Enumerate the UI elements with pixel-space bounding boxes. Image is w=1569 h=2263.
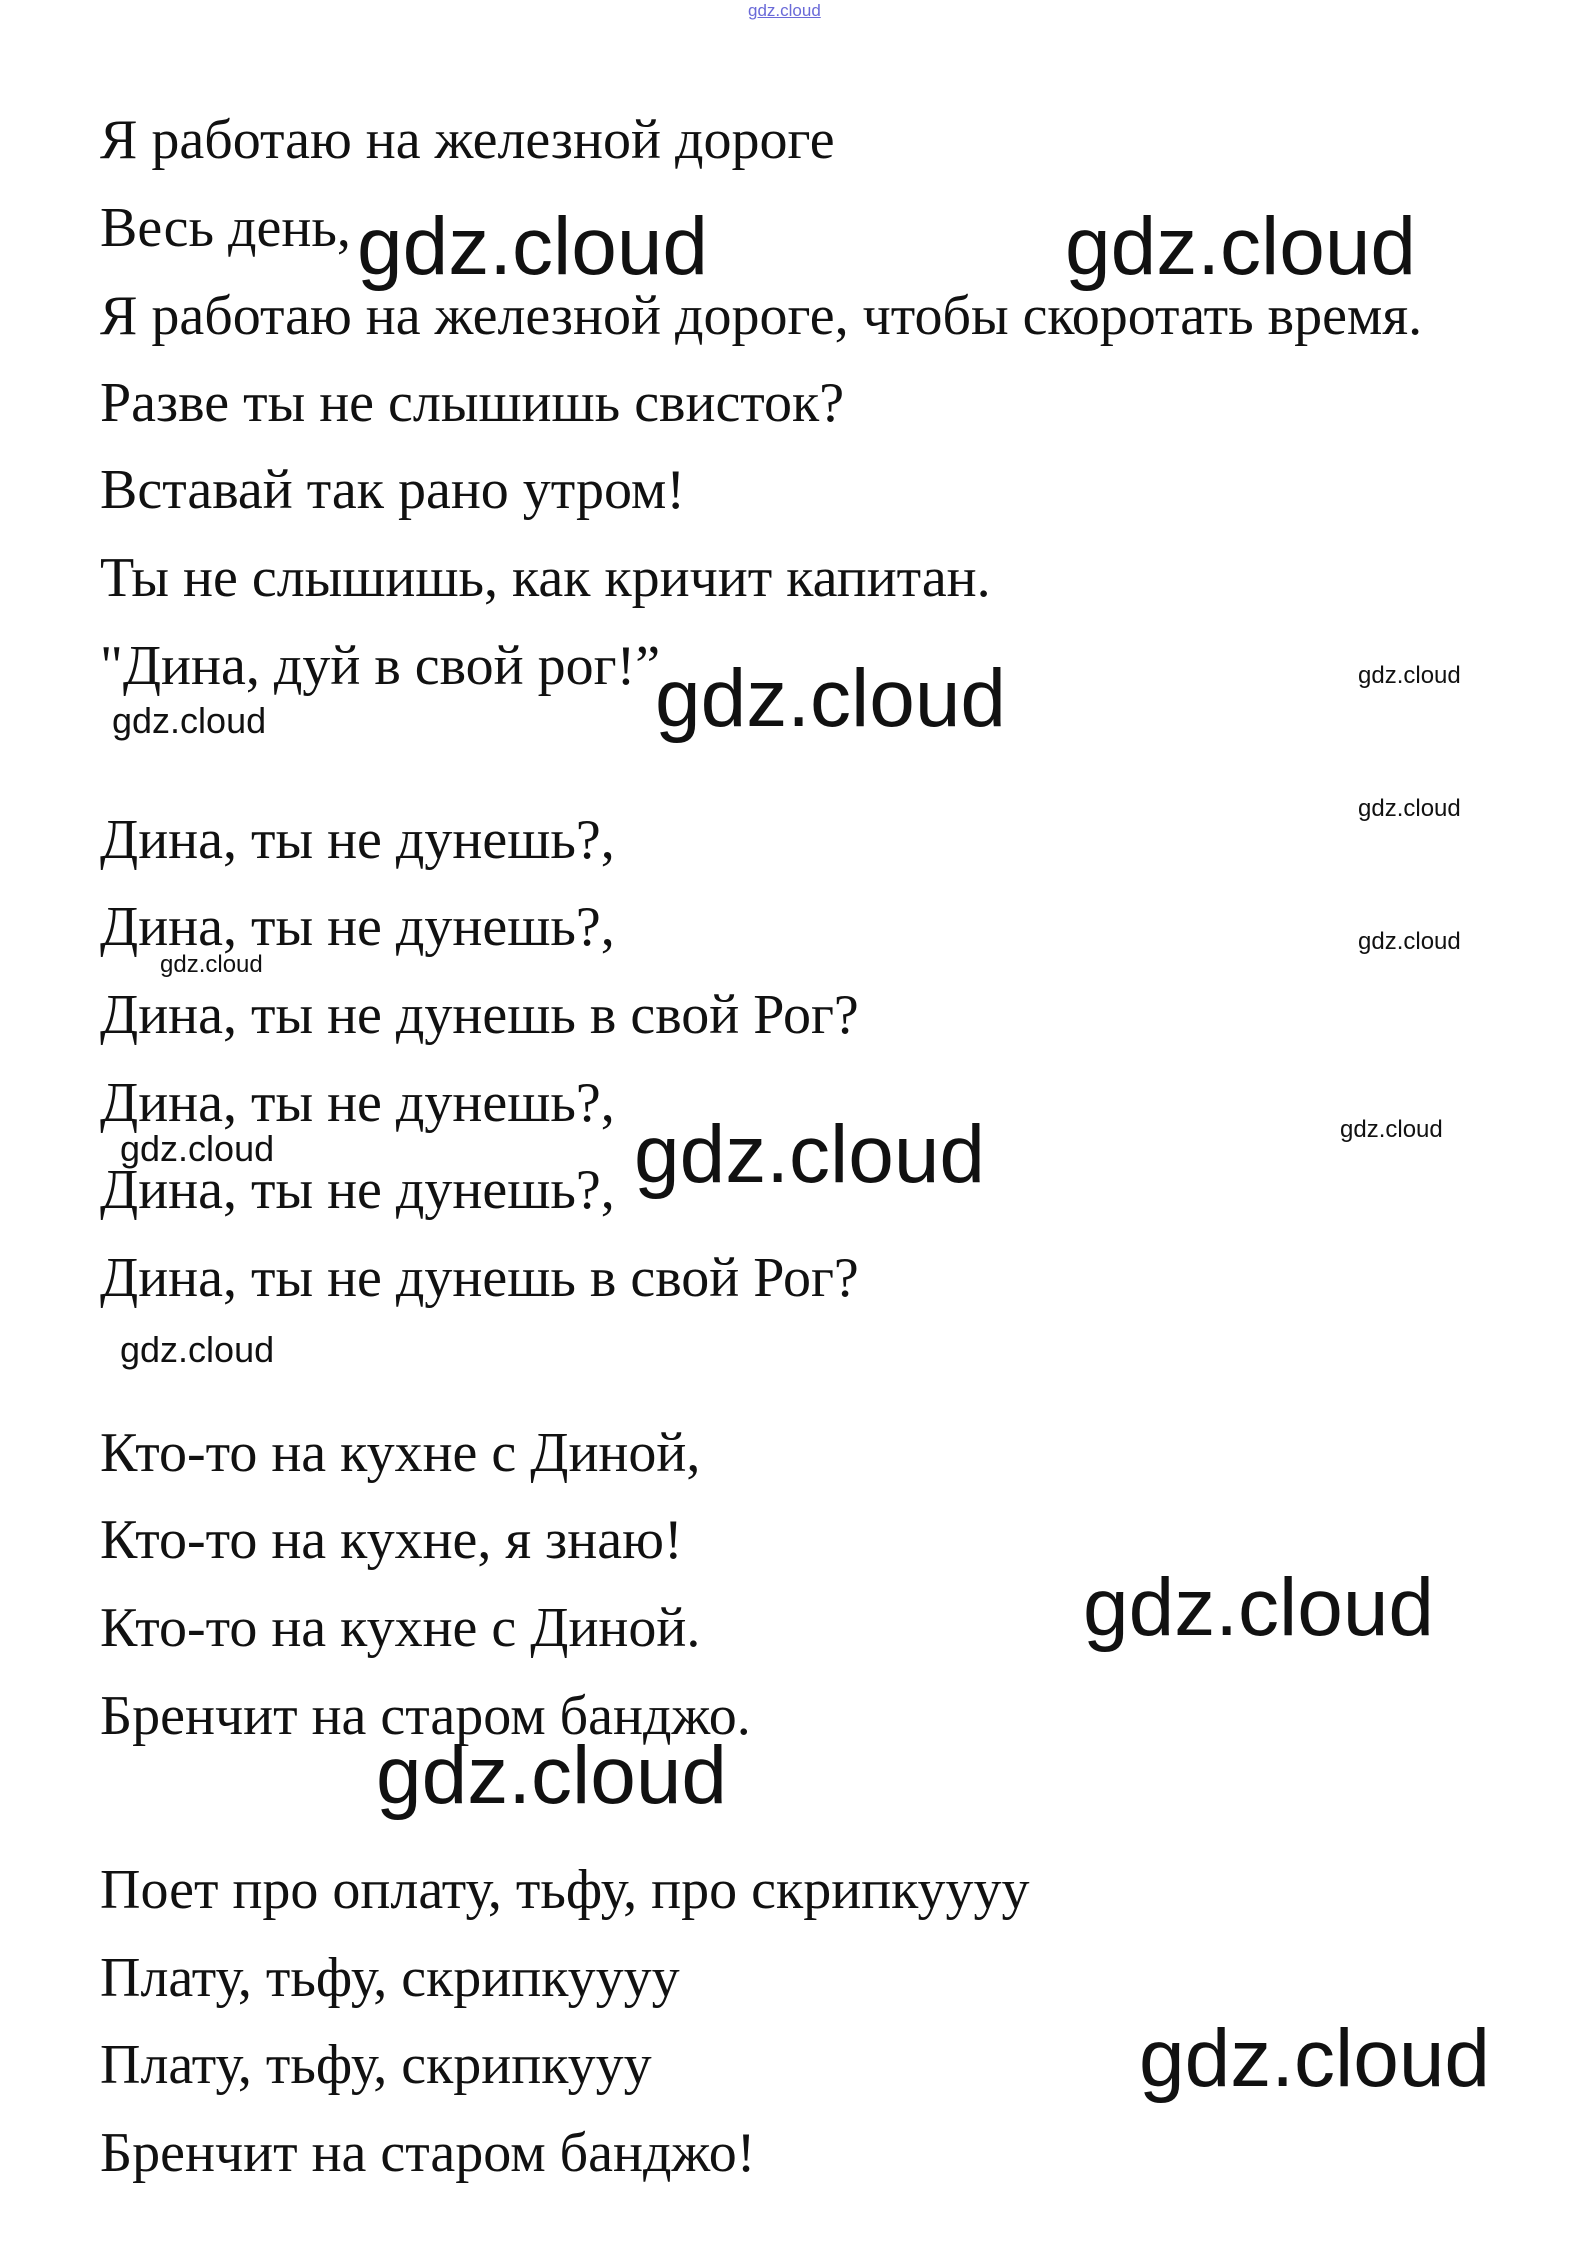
watermark: gdz.cloud: [1358, 795, 1461, 822]
watermark: gdz.cloud: [634, 1109, 986, 1200]
watermark: gdz.cloud: [120, 1128, 275, 1169]
lyric-line: Вставай так рано утром!: [100, 459, 685, 521]
header-watermark: gdz.cloud: [748, 1, 821, 20]
watermark: gdz.cloud: [1139, 2013, 1491, 2104]
watermark: gdz.cloud: [120, 1329, 275, 1370]
lyric-line: Дина, ты не дунешь?,: [100, 1159, 615, 1221]
lyric-line: Кто-то на кухне с Диной,: [100, 1422, 701, 1484]
lyric-line: Я работаю на железной дороге, чтобы скоротать время.: [100, 285, 1423, 347]
lyric-line: Дина, ты не дунешь?,: [100, 1072, 615, 1134]
watermark: gdz.cloud: [1358, 928, 1461, 955]
watermark: gdz.cloud: [1083, 1562, 1435, 1653]
lyric-line: Ты не слышишь, как кричит капитан.: [100, 547, 991, 609]
watermark: gdz.cloud: [160, 951, 263, 978]
lyric-line: Весь день,: [100, 197, 351, 259]
lyric-line: Дина, ты не дунешь в свой Рог?: [100, 984, 859, 1046]
watermark: gdz.cloud: [1065, 201, 1417, 292]
lyric-line: Разве ты не слышишь свисток?: [100, 372, 845, 434]
lyric-line: Дина, ты не дунешь?,: [100, 809, 615, 871]
lyric-line: Кто-то на кухне с Диной.: [100, 1597, 701, 1659]
watermark: gdz.cloud: [655, 653, 1007, 744]
lyric-line: Поет про оплату, тьфу, про скрипкуууу: [100, 1859, 1030, 1921]
lyric-line: Бренчит на старом банджо.: [100, 1685, 751, 1747]
watermark: gdz.cloud: [376, 1730, 728, 1821]
lyric-line: Кто-то на кухне, я знаю!: [100, 1509, 683, 1571]
lyric-line: "Дина, дуй в свой рог!”: [100, 635, 661, 697]
lyric-line: Дина, ты не дунешь в свой Рог?: [100, 1247, 859, 1309]
watermark: gdz.cloud: [1358, 662, 1461, 689]
watermark: gdz.cloud: [357, 201, 709, 292]
lyric-line: Бренчит на старом банджо!: [100, 2122, 756, 2184]
watermark: gdz.cloud: [1340, 1116, 1443, 1143]
watermark: gdz.cloud: [112, 700, 267, 741]
lyric-line: Я работаю на железной дороге: [100, 109, 835, 171]
lyric-line: Плату, тьфу, скрипкуууу: [100, 1947, 680, 2009]
lyric-line: Плату, тьфу, скрипкууу: [100, 2034, 652, 2096]
lyric-line: Дина, ты не дунешь?,: [100, 896, 615, 958]
